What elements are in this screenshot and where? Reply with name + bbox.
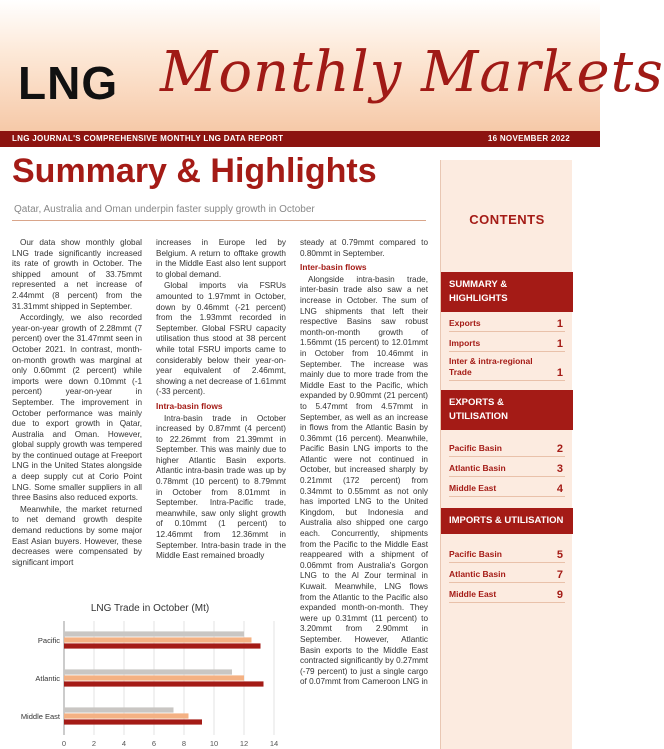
toc-item-exports-atlantic[interactable]	[449, 463, 565, 474]
toc-label: Imports	[449, 338, 481, 348]
x-tick-label: 10	[209, 739, 219, 748]
tagline-bar	[0, 131, 600, 147]
bar	[64, 719, 202, 724]
page-title: Summary & Highlights	[12, 152, 377, 190]
chart-title: LNG Trade in October (Mt)	[90, 603, 210, 614]
toc-page-number: 1	[556, 338, 563, 350]
section-imports-utilisation[interactable]: IMPORTS & UTILISATION	[441, 508, 573, 534]
toc-label: Atlantic Basin	[449, 569, 506, 579]
paragraph: steady at 0.79mmt compared to 0.80mmt in September.	[300, 238, 428, 258]
toc-page-number: 1	[556, 367, 563, 379]
toc-page-number: 1	[556, 318, 563, 330]
toc-label: Pacific Basin	[449, 443, 502, 453]
toc-page-number: 2	[556, 443, 563, 455]
x-tick-label: 4	[121, 739, 127, 748]
toc-item-imports[interactable]	[449, 338, 565, 349]
subheading-inter-basin: Inter-basin flows	[300, 262, 367, 273]
paragraph: Intra-basin trade in October increased by 0.87mmt (4 percent) to 22.26mmt from 21.39mmt in September. This was mainly due to higher Atlantic Basin exports. Atlantic intra-basin trade was up by 0.78mmt (10 percent) to 8.79mmt in October from 8.01mmt in September. Intra-Pacific trade, meanwhile, saw only slight growth of 0.10mmt (1 percent) to 12.46mmt from 12.36mmt in September. Intra-basin trade in the Middle East remained broadly	[156, 413, 286, 561]
toc-item-exports[interactable]	[449, 318, 565, 329]
logo-lng: LNG	[18, 57, 119, 109]
toc-item-imports-middle-east[interactable]	[449, 589, 565, 600]
x-tick-label: 0	[61, 739, 67, 748]
article-column-1	[12, 238, 142, 595]
logo-monthly-markets: Monthly Markets	[160, 40, 664, 105]
x-tick-label: 12	[239, 739, 249, 748]
bar	[64, 681, 264, 686]
category-label: Middle East	[20, 712, 60, 721]
bar	[64, 643, 261, 648]
x-tick-label: 8	[181, 739, 187, 748]
section-exports-utilisation[interactable]: EXPORTS & UTILISATION	[441, 390, 573, 430]
bar	[64, 713, 189, 718]
category-label: Atlantic	[35, 674, 60, 683]
article-column-3	[300, 238, 428, 744]
title-rule	[12, 220, 426, 221]
bar	[64, 669, 232, 674]
toc-label: Pacific Basin	[449, 549, 502, 559]
page-subtitle: Qatar, Australia and Oman underpin faster supply growth in October	[14, 204, 315, 215]
toc-item-imports-atlantic[interactable]	[449, 569, 565, 580]
bar	[64, 707, 174, 712]
toc-page-number: 5	[556, 549, 563, 561]
chart-canvas	[12, 601, 288, 749]
issue-date: 16 NOVEMBER 2022	[487, 134, 570, 143]
toc-item-exports-pacific[interactable]	[449, 443, 565, 454]
paragraph: Accordingly, we also recorded year-on-year growth of 2.28mmt (7 percent) over the 31.47mmt seen in October 2021. In contrast, month-on-month growth was marginal at only 0.60mmt (2 percent) while imports were down 0.10mmt (-1 percent) year-on-year in September. The improvement in October performance was mainly due to export growth in Qatar, Australia and Oman. However, global supply growth was tempered by the continued outage at Freeport LNG in the United States alongside a deep supply cut at Corio Point LNG. Some smaller suppliers in all three Basins also reduced exports.	[12, 313, 142, 503]
bar	[64, 675, 244, 680]
paragraph: Meanwhile, the market returned to net demand growth despite demand reductions by some major East Asian buyers. However, these decreases were compensated by significant import	[12, 504, 142, 567]
subheading-intra-basin: Intra-basin flows	[156, 400, 223, 411]
paragraph: Our data show monthly global LNG trade significantly increased its rate of growth in October. The shipped amount of 33.75mmt represented a net increase of 2.44mmt (8 percent) from the 31.31mmt shipped in September.	[12, 238, 142, 311]
toc-page-number: 9	[556, 589, 563, 601]
toc-label: Middle East	[449, 483, 497, 493]
toc-label: Exports	[449, 318, 481, 328]
toc-item-inter-intra-trade[interactable]	[449, 356, 565, 378]
toc-label: Inter & intra-regional Trade	[449, 356, 533, 377]
x-tick-label: 2	[91, 739, 97, 748]
toc-page-number: 4	[556, 483, 563, 495]
toc-page-number: 7	[556, 569, 563, 581]
x-tick-label: 6	[151, 739, 157, 748]
tagline: LNG JOURNAL'S COMPREHENSIVE MONTHLY LNG DATA REPORT	[12, 134, 284, 143]
toc-item-exports-middle-east[interactable]	[449, 483, 565, 494]
x-tick-label: 14	[269, 739, 279, 748]
bar	[64, 631, 244, 636]
section-summary-highlights[interactable]: SUMMARY & HIGHLIGHTS	[441, 272, 573, 312]
paragraph: Global imports via FSRUs amounted to 1.97mmt in October, down by 0.46mmt (-21 percent) from the 1.93mmt recorded in September. Global FSRU capacity utilisation thus stood at 38 percent while total FSRU imports came to considerably below their year-on-year equivalent of 2.46mmt, showing a net decrease of 1.61mmt (-33 percent).	[156, 281, 286, 397]
paragraph: Alongside intra-basin trade, inter-basin trade also saw a net increase in October. The sum of LNG shipments that left their respective Basins saw robust month-on-month growth of 1.56mmt (15 percent) to 12.01mmt in October from 10.46mmt in September. The increase was mainly due to more trade from the Middle East to the Pacific, which expanded by 0.90mmt (21 percent) to 5.47mmt from 4.57mmt in September, as well as an increase in flows from the Atlantic Basin by 0.36mmt (16 percent). Meanwhile, Pacific Basin LNG imports to the Atlantic were not continued in October, but increased sharply by 0.21mmt (172 percent) from 0.34mmt to 0.55mmt as not only has imported LNG to the United Kingdom, but Indonesia and Australia also shipped one cargo each. Concurrently, shipments from the Pacific to the Middle East reappeared with a shipment of 0.06mmt from Australia's Gorgon LNG to the Al Zour terminal in Kuwait. Meanwhile, LNG flows from the Atlantic to the Pacific also expanded month-on-month. They were up 0.31mmt (11 percent) to 3.20mmt from 2.90mmt in September. However, Atlantic Basin exports to the Middle East contracted significantly by 0.27mmt (-79 percent) to just a single cargo of 0.07mmt from Cameroon LNG in	[300, 274, 428, 687]
toc-item-imports-pacific[interactable]	[449, 549, 565, 560]
toc-label: Atlantic Basin	[449, 463, 506, 473]
bar	[64, 637, 252, 642]
contents-heading: CONTENTS	[469, 212, 545, 227]
toc-page-number: 3	[556, 463, 563, 475]
lng-trade-chart	[12, 601, 288, 749]
article-column-2	[156, 238, 286, 578]
category-label: Pacific	[37, 636, 60, 645]
paragraph: increases in Europe led by Belgium. A return to offtake growth in the Middle East also lent support to global demand.	[156, 238, 286, 279]
masthead	[0, 0, 664, 131]
contents-sidebar	[440, 160, 572, 749]
toc-label: Middle East	[449, 589, 497, 599]
